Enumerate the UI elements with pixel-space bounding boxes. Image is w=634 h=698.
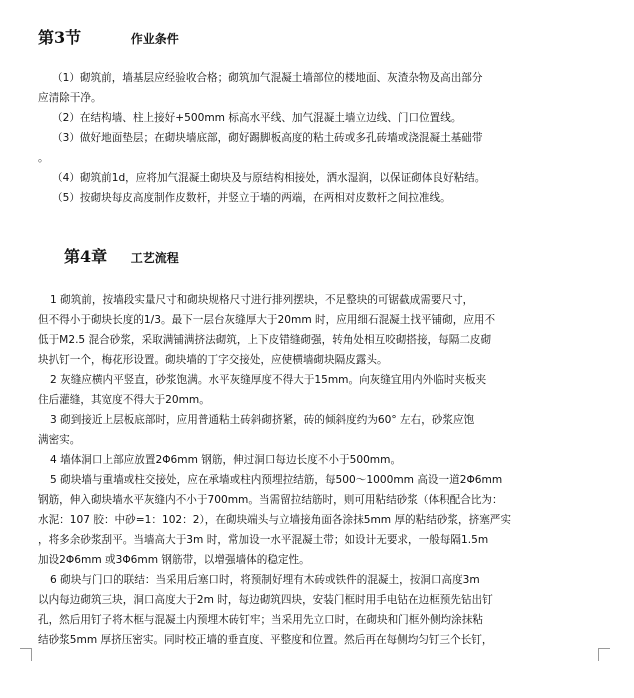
chapter-title: 工艺流程 <box>130 251 179 265</box>
paragraph-line: 满密实。 <box>38 434 81 446</box>
paragraph-line: 3 砌到接近上层板底部时，应用普通粘土砖斜砌挤紧，砖的倾斜度约为60° 左右，砂浆应饱 <box>50 414 475 426</box>
paragraph-line: 。 <box>38 152 49 164</box>
paragraph-line: 住后灌缝，其宽度不得大于20mm。 <box>38 394 210 406</box>
paragraph-line: 块扒钉一个，梅花形设置。砌块墙的丁字交接处，应使横墙砌块隔皮露头。 <box>38 354 388 366</box>
paragraph-line: 2 灰缝应横内平竖直，砂浆饱满。水平灰缝厚度不得大于15mm。向灰缝宜用内外临时夹板夹 <box>50 374 487 386</box>
chapter-number: 第4章 <box>64 247 108 266</box>
paragraph-line: （1）砌筑前，墙基层应经验收合格；砌筑加气混凝土墙部位的楼地面、灰渣杂物及高出部分 <box>52 72 483 84</box>
paragraph-line: 加设2Φ6mm 或3Φ6mm 钢筋带，以增强墙体的稳定性。 <box>38 554 310 566</box>
paragraph-line: 5 砌块墙与重墙或柱交接处，应在承墙或柱内预埋拉结筋，每500～1000mm 高设一道2Φ6mm <box>50 474 503 486</box>
chapter-4-body <box>38 290 594 650</box>
paragraph-line: （5）按砌块每皮高度制作皮数杆，并竖立于墙的两端，在两相对皮数杆之间拉准线。 <box>52 192 451 204</box>
paragraph-line: 4 墙体洞口上部应放置2Φ6mm 钢筋，伸过洞口每边长度不小于500mm。 <box>50 454 402 466</box>
paragraph-line: （4）砌筑前1d，应将加气混凝土砌块及与原结构相接处，洒水湿润，以保证砌体良好粘结。 <box>52 172 486 184</box>
corner-mark-right <box>598 648 610 661</box>
paragraph-line: 孔，然后用钉子将木框与混凝土内预埋木砖钉牢；当采用先立口时，在砌块和门框外侧均涂抹粘 <box>38 614 483 626</box>
paragraph-line: 以内每边砌筑三块，洞口高度大于2m 时，每边砌筑四块，安装门框时用手电钻在边框预先钻出钉 <box>38 594 493 606</box>
paragraph-line: 1 砌筑前，按墙段实量尺寸和砌块规格尺寸进行排列摆块，不足整块的可锯截成需要尺寸， <box>50 294 474 306</box>
chapter-4-heading <box>64 244 179 267</box>
paragraph-line: 但不得小于砌块长度的1/3。最下一层台灰缝厚大于20mm 时，应用细石混凝土找平铺砌，应用不 <box>38 314 496 326</box>
paragraph-line: 低于M2.5 混合砂浆，采取满铺满挤法砌筑，上下皮错缝砌强，转角处相互咬砌搭接，每隔二皮砌 <box>38 334 492 346</box>
paragraph-line: ，将多余砂浆刮平。当墙高大于3m 时，常加设一水平混凝土带；如设计无要求，一般每隔1.5m <box>38 534 489 546</box>
paragraph-line: 钢筋，伸入砌块墙水平灰缝内不小于700mm。当需留拉结筋时，则可用粘结砂浆（体积配合比为： <box>38 494 503 506</box>
section-3-heading <box>38 25 179 48</box>
paragraph-line: （2）在结构墙、柱上接好+500mm 标高水平线、加气混凝土墙立边线、门口位置线。 <box>52 112 462 124</box>
paragraph-line: 6 砌块与门口的联结：当采用后塞口时，将预制好埋有木砖或铁件的混凝土，按洞口高度3m <box>50 574 480 586</box>
paragraph-line: 水泥：107 胶：中砂=1：102：2），在砌块端头与立墙接角面各涂抹5mm 厚的粘结砂浆，挤塞严实 <box>38 514 511 526</box>
paragraph-line: （3）做好地面垫层；在砌块墙底部，砌好踢脚板高度的粘土砖或多孔砖墙或浇混凝土基础带 <box>52 132 483 144</box>
section-3-body <box>38 68 594 208</box>
paragraph-line: 应清除干净。 <box>38 92 102 104</box>
section-title: 作业条件 <box>130 32 179 46</box>
paragraph-line: 结砂浆5mm 厚挤压密实。同时校正墙的垂直度、平整度和位置。然后再在每侧均匀钉三个长钉， <box>38 634 493 646</box>
section-number: 第3节 <box>38 28 82 47</box>
corner-mark-left <box>20 648 32 661</box>
